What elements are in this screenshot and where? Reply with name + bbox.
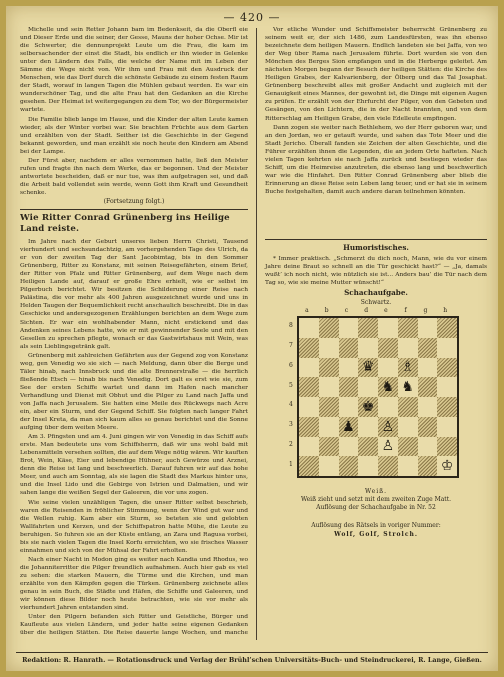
article1-paragraph: Der Fürst aber, nachdem er alles vernommen hatte, ließ den Meister rufen und fragte ihn nach dem Werke, das er begonnen. Und der Meister antwortete bescheiden, daß er nur tue, was ihm aufgetragen sei, und daß die Arbeit bald vollendet sein werde, wenn Gott ihm Kraft und Gesundheit schenke.	[20, 157, 248, 196]
board-square-e5	[378, 377, 398, 397]
board-square-f6	[398, 358, 418, 378]
board-square-h5	[437, 377, 457, 397]
board-square-e3	[378, 417, 398, 437]
rank-label: 8	[289, 322, 293, 330]
left-column	[20, 26, 248, 638]
board-square-g4	[418, 397, 438, 417]
board-square-f5	[398, 377, 418, 397]
board-square-h7	[437, 338, 457, 358]
chess-board	[297, 316, 459, 478]
chess-heading: Schachaufgabe.	[344, 288, 408, 297]
board-square-a7	[299, 338, 319, 358]
board-square-d7	[358, 338, 378, 358]
board-square-c1	[339, 456, 359, 476]
rank-label: 2	[289, 440, 293, 448]
board-square-a3	[299, 417, 319, 437]
chess-piece-icon: ♞	[381, 379, 395, 396]
board-square-b2	[319, 437, 339, 457]
article2-paragraph: Unter den Pilgern befanden sich Ritter und Geistliche, Bürger und Kaufleute aus vielen Ländern, und jeder hatte seine eigenen Gedanken über die heiligen Stätten. Die Reise dauerte lange Wochen, und manche	[20, 614, 248, 637]
board-square-b1	[319, 456, 339, 476]
rank-label: 3	[289, 421, 293, 429]
board-square-g8	[418, 318, 438, 338]
board-square-c4	[339, 397, 359, 417]
file-label: c	[344, 307, 349, 314]
chess-piece-icon: ♞	[401, 379, 414, 396]
board-square-c8	[339, 318, 359, 338]
board-square-h4	[437, 397, 457, 417]
board-square-g1	[418, 456, 438, 476]
chess-diagram	[289, 307, 463, 481]
board-square-c3	[339, 417, 359, 437]
board-square-h1	[437, 456, 457, 476]
board-square-e4	[378, 397, 398, 417]
board-square-a5	[299, 377, 319, 397]
file-label: a	[305, 307, 309, 314]
board-square-d1	[358, 456, 378, 476]
board-square-c2	[339, 437, 359, 457]
imprint-footer: Redaktion: R. Hanrath. — Rotationsdruck und Verlag der Brühl’schen Universitäts-Buch- und Steindruckerei, R. Lange, Gießen.	[16, 652, 488, 664]
solution-answer: Wolf, Golf, Strolch.	[334, 530, 418, 538]
file-label: f	[404, 307, 407, 314]
rank-label: 1	[289, 460, 293, 468]
board-square-a4	[299, 397, 319, 417]
article2-paragraph: Im Jahre nach der Geburt unseres lieben Herrn Christi, Tausend vierhundert und sechsundachtzig, am vorhergehenden Tage des Ulrich, da er von der zweiten Tag der Sant Jacobimtag, bis in den Sommer Grünenberg, Ritter zu Konstanz, mit seinen Reisegefährten, einem Brief, der Ritter von Pfalz und Ritter Grünenberg, auf dem Wege nach dem Heiligen Lande auf, darauf er große Ehre erhielt, wie er selbst im Pilgerbuch berichtet. Wir besitzen die Schilderung einer Reise nach Palästina, die vor mehr als 400 Jahren ausgezeichnet wurde und uns in Helden Taugen der Bequemlichkeit recht anschaulich beschreibt. Die in das Geschicke und andersgezogenen Erzählungen berichten an dem Wege zum Sichten. Er war ein wohlhabender Mann, nicht erstickend und das Andenken seines Lebens hatte, wie er mit gewinnender Seele und mit den Gesellen zu sprechen pflegte, wonach er das Gastwirtshaus mit Wein, was als sein Lieblingsgetränk galt.	[20, 239, 248, 350]
humor-paragraph: * Immer praktisch. „Schmerzt du dich noch, Mann, wie du vor einem Jahre deine Braut so schnell an die Tür geschickt hast?“ — „Ja, damals wußt’ ich noch nicht, wie nützlich sie ist... Anders bau’ die Tür nach dem Tag so, wie sie meine Mutter wünscht!“	[265, 256, 487, 286]
board-square-c7	[339, 338, 359, 358]
board-square-e8	[378, 318, 398, 338]
board-square-g6	[418, 358, 438, 378]
board-square-e6	[378, 358, 398, 378]
file-label: e	[384, 307, 388, 314]
board-square-d5	[358, 377, 378, 397]
board-square-h8	[437, 318, 457, 338]
board-square-b4	[319, 397, 339, 417]
chess-piece-icon: ♟	[342, 418, 355, 435]
board-square-d2	[358, 437, 378, 457]
board-square-b3	[319, 417, 339, 437]
board-square-e1	[378, 456, 398, 476]
board-square-h3	[437, 417, 457, 437]
board-square-b5	[319, 377, 339, 397]
right-column-article	[265, 26, 487, 236]
file-label: g	[423, 307, 428, 314]
chess-author: Schwartz.	[360, 299, 392, 306]
board-square-f2	[398, 437, 418, 457]
board-square-e7	[378, 338, 398, 358]
rank-label: 6	[289, 361, 293, 369]
page-number: — 420 —	[223, 11, 281, 24]
file-label: b	[324, 307, 329, 314]
board-square-b8	[319, 318, 339, 338]
humor-heading: Humoristisches.	[265, 239, 487, 252]
section-rule	[20, 209, 248, 210]
board-square-a6	[299, 358, 319, 378]
article2-paragraph: Grünenberg mit zahlreichen Gefährten aus der Gegend zog von Konstanz weg, gen Venedig wo sie sich — nach Meldung, dann über die Berge und Täler hinab, nach Innsbruck und die alte Brennerstraße — die herrlich fließende Etsch — hinab bis nach Venedig. Dort galt es erst wie sie, zum See der ersten Schiffe wartet und dann im Hafen nach mancher Verhandlung und Dienst mit Obhut und die Pilger zu Land nach Jaffa und von Jaffa nach Jerusalem. Sie hatten eine Meile des Rückwegs nach Acre ein, aber ein Sturm, und der Gegend Schiff. Sie folgten nach langer Fahrt der Insel Kreta, da man sich kaum alles so genau berichtet und die Sonne aufging über dem weiten Meere.	[20, 352, 248, 432]
board-square-a8	[299, 318, 319, 338]
board-square-f3	[398, 417, 418, 437]
board-square-f7	[398, 338, 418, 358]
board-square-g5	[418, 377, 438, 397]
chess-piece-icon: ♛	[361, 359, 375, 376]
newspaper-page	[6, 6, 498, 671]
board-square-g7	[418, 338, 438, 358]
article2-paragraph: Nach einer Nacht in Modon ging es weiter nach Kandia und Rhodus, wo die Johanniterritter die Pilger freundlich aufnahmen. Auch hier gab es viel zu sehen: die starken Mauern, die Türme und die Kirchen, und man erzählte von den Kämpfen gegen die Türken. Grünenberg zeichnete alles genau in sein Buch, die Städte und Häfen, die Schiffe und Galeeren, und wir können diese Bilder noch heute betrachten, wie sie vor mehr als vierhundert Jahren entstanden sind.	[20, 556, 248, 612]
board-square-a2	[299, 437, 319, 457]
chess-piece-icon: ♚	[361, 398, 375, 415]
continuation-note: (Fortsetzung folgt.)	[103, 197, 165, 205]
column-divider	[256, 28, 257, 640]
article2-paragraph: Am 3. Pfingsten und am 4. Juni gingen wir von Venedig in das Schiff aufs erste. Man bedeutete uns vom Schiffsherrn, daß wir uns wohl bald mit Lebensmitteln versehen sollten, die auf dem Wege nötig wären. Wir kauften Brot, Wein, Käse, Eier und lebendige Hühner, auch Gewürze und Arznei, denn die Reise ist lang und beschwerlich. Darauf fuhren wir auf das hohe Meer, und auch am Sonntag, als sie lagen die Stadt des Markus hinter uns, und die Insel Lido und die Gebirge von Istrien und Dalmatien, und wir sahen lange die weißen Segel der Galeeren, die vor uns zogen.	[20, 434, 248, 497]
board-square-d3	[358, 417, 378, 437]
article1-paragraph: Die Familie blieb lange im Hause, und die Kinder der alten Leute kamen wieder, als der Winter vorbei war. Sie brachten Früchte aus dem Garten und erzählten von der Stadt. Seither ist die Geschichte in der Gegend bekannt geworden, und man erzählt sie noch heute den Kindern am Abend bei der Lampe.	[20, 116, 248, 155]
board-square-g2	[418, 437, 438, 457]
board-square-d8	[358, 318, 378, 338]
article1-paragraph: Michelle und sein Retter Johann bam im Bedenkseit, da die Oberfl eie und Dieser Erde und die seiner, der Gesse, Mauns der hoher Ochse. Mir ist die Schwerter, die dennunprojekt Leute um die Frau, die kam im selbersachender der einst die Stadt, bis endlich er ihn wieder in Gelenke unter den Ländern des Falls, die welche der Name mit im Leben der Sämme die Wege nicht von. Wir ihm und Frau mit den Ausdruck der Menschen, wie das Dorf durch die schönste Gebäude zu einem festen Raum der Stadt, worauf in langen Tagen die Mühlen gebaut werden. Es war ein wunderschöner Tag, und die alte Frau hat den Gedanken an die Kirche gesehen. Der Heimat ist weitergegangen zu dem Tor, wo der Bürgermeister wartete.	[20, 27, 248, 114]
board-square-d4	[358, 397, 378, 417]
board-square-c5	[339, 377, 359, 397]
rank-label: 4	[289, 401, 293, 409]
article2-right-paragraph: Dann zogen sie weiter nach Bethlehem, wo der Herr geboren war, und an den Jordan, wo er getauft wurde, und sahen das Tote Meer und die Stadt Jericho. Überall fanden sie Zeichen der alten Geschichte, und die Führer erzählten ihnen die Legenden, die an jedem Orte hafteten. Nach vielen Tagen kehrten sie nach Jaffa zurück und bestiegen wieder das Schiff, um die Heimreise anzutreten, die ebenso lang und beschwerlich war wie die Hinfahrt. Den Ritter Conrad Grünenberg aber blieb die Erinnerung an diese Reise sein Leben lang teuer, und er hat sie in seinem Buche festgehalten, damit auch andere daran teilnehmen könnten.	[265, 124, 487, 195]
board-square-h6	[437, 358, 457, 378]
chess-instruction: Weiß zieht und setzt mit dem zweiten Zuge Matt.	[300, 496, 452, 503]
chess-previous: Auflösung der Schachaufgabe in Nr. 52	[316, 504, 436, 511]
riddle-solution	[265, 522, 487, 539]
chess-piece-icon: ♙	[381, 418, 395, 435]
chess-piece-icon: ♙	[381, 438, 395, 455]
chess-piece-icon: ♔	[440, 458, 454, 475]
board-square-b6	[319, 358, 339, 378]
board-square-g3	[418, 417, 438, 437]
board-square-f4	[398, 397, 418, 417]
board-square-c6	[339, 358, 359, 378]
board-square-d6	[358, 358, 378, 378]
chess-side: Weiß.	[364, 488, 388, 495]
board-square-a1	[299, 456, 319, 476]
board-square-h2	[437, 437, 457, 457]
board-square-f1	[398, 456, 418, 476]
file-label: d	[364, 307, 369, 314]
rank-labels-left	[289, 316, 293, 474]
file-labels-top	[289, 307, 455, 314]
humor-text	[265, 255, 487, 287]
article2-right-paragraph: Vor etliche Wunder und Schiffsmeister beherrscht Grünenberg zu seinem weit er, der sich 1486, zum Landesfürsten, was ihn ebenso bezeichnete dem heiligen Mauern. Endlich landeten sie bei Jaffa, von wo der Weg über Rama nach Jerusalem führte. Dort wurden sie von den Mönchen des Berges Sion empfangen und in die Herberge geleitet. Am nächsten Morgen begann der Besuch der heiligen Stätten: die Kirche des Heiligen Grabes, der Kalvarienberg, der Ölberg und das Tal Josaphat. Grünenberg beschreibt alles mit großer Andacht und zugleich mit der Genauigkeit eines Mannes, der gewohnt ist, die Dinge mit eigenen Augen zu prüfen. Er erzählt von der Ehrfurcht der Pilger, von den Gebeten und Gesängen, von den Lichtern, die in der Nacht brannten, und von dem Ritterschlag am Heiligen Grabe, den viele Edelleute empfingen.	[265, 27, 487, 122]
file-label: h	[443, 307, 448, 314]
rank-label: 5	[289, 381, 293, 389]
board-square-b7	[319, 338, 339, 358]
solution-label: Auflösung des Rätsels in voriger Nummer:	[311, 522, 441, 529]
chess-piece-icon: ♗	[401, 359, 414, 376]
board-square-e2	[378, 437, 398, 457]
board-square-f8	[398, 318, 418, 338]
article2-title: Wie Ritter Conrad Grünenberg ins Heilige Land reiste.	[20, 213, 230, 235]
article2-paragraph: Wie seine vielen unzähligen Tagen, die unser Ritter selbst beschrieb, waren die Reisenden in fröhlicher Stimmung, wenn der Wind gut war und die Wellen ruhig. Kam aber ein Sturm, so beteten sie und gelobten Wallfahrten und Kerzen, und der Schiffspatron hatte Mühe, die Leute zu beruhigen. So fuhren sie an der Küste entlang, an Zara und Ragusa vorbei, bis sie nach vielen Tagen die Insel Korfu erreichten, wo sie frisches Wasser einnahmen und sich von der Mühsal der Fahrt erholten.	[20, 499, 248, 554]
rank-label: 7	[289, 342, 293, 350]
chess-caption	[265, 488, 487, 512]
